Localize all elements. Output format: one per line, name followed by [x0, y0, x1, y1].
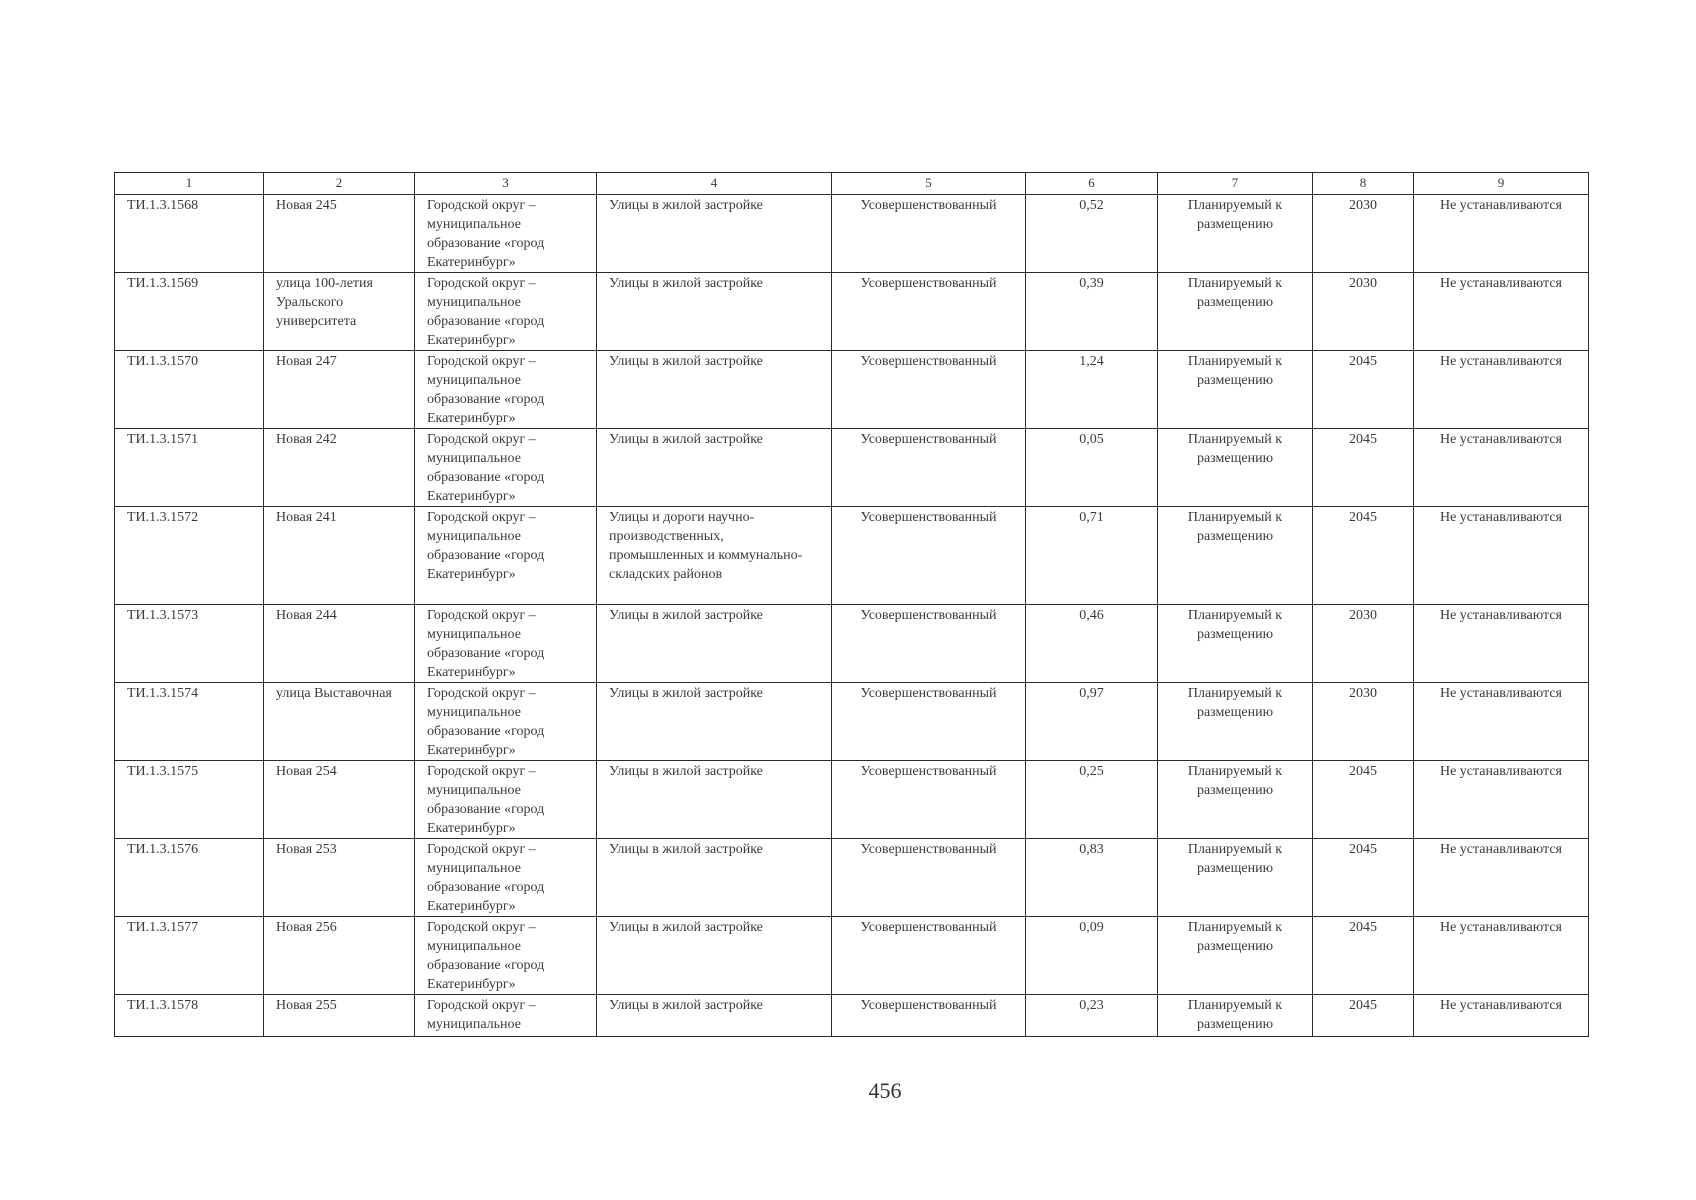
- status-cell: Планируемый к размещению: [1158, 917, 1313, 995]
- table-row: [115, 507, 1589, 605]
- length-cell: 0,05: [1026, 429, 1158, 507]
- municipality-cell: Городской округ – муниципальное образование «город Екатеринбург»: [415, 507, 597, 605]
- zones-cell: Не устанавливаются: [1414, 507, 1589, 605]
- status-cell: Планируемый к размещению: [1158, 195, 1313, 273]
- street-name-cell: Новая 255: [264, 995, 415, 1037]
- status-cell: Планируемый к размещению: [1158, 995, 1313, 1037]
- street-category-cell: Улицы в жилой застройке: [597, 761, 832, 839]
- street-category-cell: Улицы в жилой застройке: [597, 995, 832, 1037]
- surface-type-cell: Усовершенствованный: [832, 273, 1026, 351]
- street-category-cell: Улицы в жилой застройке: [597, 273, 832, 351]
- zones-cell: Не устанавливаются: [1414, 429, 1589, 507]
- length-cell: 0,23: [1026, 995, 1158, 1037]
- street-name-cell: Новая 256: [264, 917, 415, 995]
- length-cell: 0,09: [1026, 917, 1158, 995]
- street-name-cell: Новая 242: [264, 429, 415, 507]
- object-id-cell: ТИ.1.3.1577: [115, 917, 264, 995]
- surface-type-cell: Усовершенствованный: [832, 839, 1026, 917]
- surface-type-cell: Усовершенствованный: [832, 351, 1026, 429]
- street-category-cell: Улицы и дороги научно-производственных, промышленных и коммунально-складских районов: [597, 507, 832, 605]
- municipality-cell: Городской округ – муниципальное образование «город Екатеринбург»: [415, 839, 597, 917]
- object-id-cell: ТИ.1.3.1569: [115, 273, 264, 351]
- municipality-cell: Городской округ – муниципальное образование «город Екатеринбург»: [415, 917, 597, 995]
- column-header: 5: [832, 173, 1026, 195]
- object-id-cell: ТИ.1.3.1578: [115, 995, 264, 1037]
- object-id-cell: ТИ.1.3.1576: [115, 839, 264, 917]
- street-name-cell: улица Выставочная: [264, 683, 415, 761]
- column-header: 1: [115, 173, 264, 195]
- street-name-cell: Новая 247: [264, 351, 415, 429]
- table-row: [115, 995, 1589, 1037]
- object-id-cell: ТИ.1.3.1571: [115, 429, 264, 507]
- road-table: [114, 172, 1589, 1037]
- status-cell: Планируемый к размещению: [1158, 761, 1313, 839]
- street-category-cell: Улицы в жилой застройке: [597, 917, 832, 995]
- length-cell: 0,83: [1026, 839, 1158, 917]
- status-cell: Планируемый к размещению: [1158, 429, 1313, 507]
- object-id-cell: ТИ.1.3.1573: [115, 605, 264, 683]
- municipality-cell: Городской округ – муниципальное образование «город Екатеринбург»: [415, 605, 597, 683]
- street-category-cell: Улицы в жилой застройке: [597, 605, 832, 683]
- table-row: [115, 683, 1589, 761]
- column-header: 4: [597, 173, 832, 195]
- column-header: 7: [1158, 173, 1313, 195]
- year-cell: 2030: [1313, 195, 1414, 273]
- status-cell: Планируемый к размещению: [1158, 839, 1313, 917]
- column-header: 2: [264, 173, 415, 195]
- page-number: 456: [868, 1078, 902, 1103]
- object-id-cell: ТИ.1.3.1568: [115, 195, 264, 273]
- column-header: 3: [415, 173, 597, 195]
- surface-type-cell: Усовершенствованный: [832, 507, 1026, 605]
- municipality-cell: Городской округ – муниципальное образование «город Екатеринбург»: [415, 429, 597, 507]
- object-id-cell: ТИ.1.3.1570: [115, 351, 264, 429]
- zones-cell: Не устанавливаются: [1414, 761, 1589, 839]
- municipality-cell: Городской округ – муниципальное образование «город Екатеринбург»: [415, 683, 597, 761]
- street-name-cell: Новая 253: [264, 839, 415, 917]
- municipality-cell: Городской округ – муниципальное образование «город Екатеринбург»: [415, 273, 597, 351]
- table-row: [115, 839, 1589, 917]
- length-cell: 0,39: [1026, 273, 1158, 351]
- object-id-cell: ТИ.1.3.1574: [115, 683, 264, 761]
- table-row: [115, 429, 1589, 507]
- table-row: [115, 195, 1589, 273]
- year-cell: 2045: [1313, 839, 1414, 917]
- surface-type-cell: Усовершенствованный: [832, 605, 1026, 683]
- object-id-cell: ТИ.1.3.1575: [115, 761, 264, 839]
- surface-type-cell: Усовершенствованный: [832, 429, 1026, 507]
- status-cell: Планируемый к размещению: [1158, 683, 1313, 761]
- year-cell: 2045: [1313, 995, 1414, 1037]
- zones-cell: Не устанавливаются: [1414, 917, 1589, 995]
- surface-type-cell: Усовершенствованный: [832, 195, 1026, 273]
- zones-cell: Не устанавливаются: [1414, 683, 1589, 761]
- street-category-cell: Улицы в жилой застройке: [597, 683, 832, 761]
- municipality-cell: Городской округ – муниципальное: [415, 995, 597, 1037]
- table-row: [115, 761, 1589, 839]
- year-cell: 2045: [1313, 761, 1414, 839]
- street-name-cell: Новая 244: [264, 605, 415, 683]
- year-cell: 2030: [1313, 605, 1414, 683]
- zones-cell: Не устанавливаются: [1414, 273, 1589, 351]
- surface-type-cell: Усовершенствованный: [832, 683, 1026, 761]
- municipality-cell: Городской округ – муниципальное образование «город Екатеринбург»: [415, 761, 597, 839]
- year-cell: 2030: [1313, 683, 1414, 761]
- table-row: [115, 917, 1589, 995]
- year-cell: 2045: [1313, 351, 1414, 429]
- street-name-cell: улица 100-летия Уральского университета: [264, 273, 415, 351]
- table-row: [115, 605, 1589, 683]
- status-cell: Планируемый к размещению: [1158, 351, 1313, 429]
- zones-cell: Не устанавливаются: [1414, 605, 1589, 683]
- surface-type-cell: Усовершенствованный: [832, 995, 1026, 1037]
- street-name-cell: Новая 254: [264, 761, 415, 839]
- street-name-cell: Новая 245: [264, 195, 415, 273]
- year-cell: 2030: [1313, 273, 1414, 351]
- zones-cell: Не устанавливаются: [1414, 839, 1589, 917]
- street-category-cell: Улицы в жилой застройке: [597, 429, 832, 507]
- column-header: 6: [1026, 173, 1158, 195]
- column-header: 9: [1414, 173, 1589, 195]
- status-cell: Планируемый к размещению: [1158, 273, 1313, 351]
- street-category-cell: Улицы в жилой застройке: [597, 351, 832, 429]
- municipality-cell: Городской округ – муниципальное образование «город Екатеринбург»: [415, 351, 597, 429]
- street-name-cell: Новая 241: [264, 507, 415, 605]
- year-cell: 2045: [1313, 917, 1414, 995]
- status-cell: Планируемый к размещению: [1158, 605, 1313, 683]
- length-cell: 0,46: [1026, 605, 1158, 683]
- zones-cell: Не устанавливаются: [1414, 351, 1589, 429]
- status-cell: Планируемый к размещению: [1158, 507, 1313, 605]
- length-cell: 0,71: [1026, 507, 1158, 605]
- table-row: [115, 351, 1589, 429]
- street-category-cell: Улицы в жилой застройке: [597, 195, 832, 273]
- municipality-cell: Городской округ – муниципальное образование «город Екатеринбург»: [415, 195, 597, 273]
- column-header: 8: [1313, 173, 1414, 195]
- surface-type-cell: Усовершенствованный: [832, 917, 1026, 995]
- length-cell: 0,97: [1026, 683, 1158, 761]
- zones-cell: Не устанавливаются: [1414, 995, 1589, 1037]
- surface-type-cell: Усовершенствованный: [832, 761, 1026, 839]
- street-category-cell: Улицы в жилой застройке: [597, 839, 832, 917]
- year-cell: 2045: [1313, 429, 1414, 507]
- length-cell: 0,25: [1026, 761, 1158, 839]
- header-row: [115, 173, 1589, 195]
- table-row: [115, 273, 1589, 351]
- length-cell: 0,52: [1026, 195, 1158, 273]
- object-id-cell: ТИ.1.3.1572: [115, 507, 264, 605]
- year-cell: 2045: [1313, 507, 1414, 605]
- length-cell: 1,24: [1026, 351, 1158, 429]
- zones-cell: Не устанавливаются: [1414, 195, 1589, 273]
